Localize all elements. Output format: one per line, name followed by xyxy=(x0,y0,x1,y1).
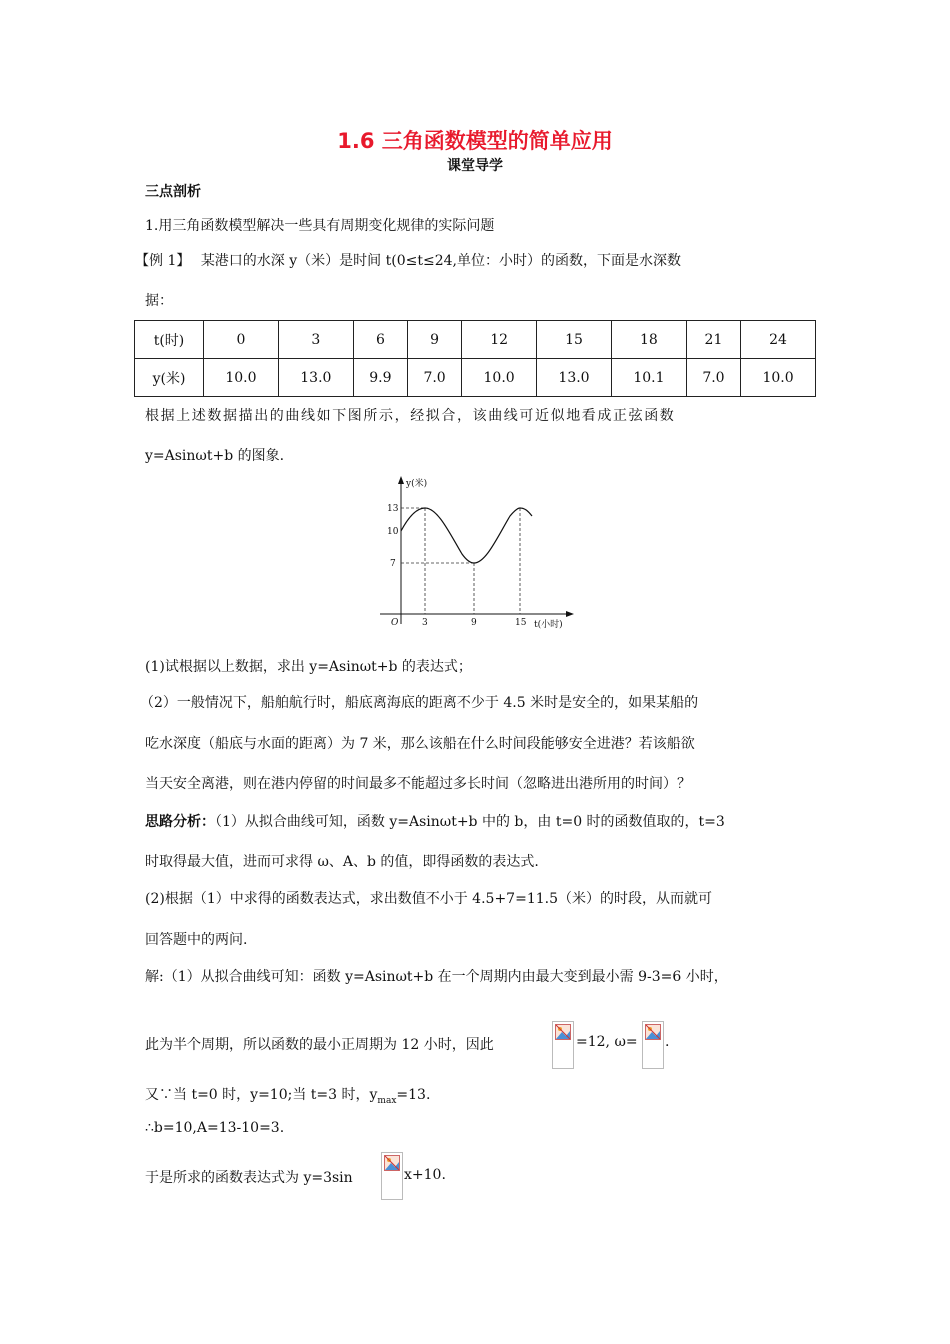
solution-line-3 xyxy=(145,1084,430,1106)
table-cell: 15 xyxy=(537,321,612,359)
table-cell: 10.0 xyxy=(462,359,537,397)
analysis-line-4: 回答题中的两问. xyxy=(145,932,248,948)
question-2-line-2: 吃水深度（船底与水面的距离）为 7 米，那么该船在什么时间段能够安全进港？若该船欲 xyxy=(145,736,695,752)
fit-description-line-1: 根据上述数据描出的曲线如下图所示，经拟合，该曲线可近似地看成正弦函数 xyxy=(145,408,676,424)
x-tick-label: 15 xyxy=(515,618,527,628)
fit-description-line-2: y=Asinωt+b 的图象. xyxy=(145,448,285,464)
solution-line-2-end: . xyxy=(665,1034,670,1050)
sine-curve xyxy=(401,508,532,563)
broken-image-icon xyxy=(384,1155,400,1171)
table-cell: 7.0 xyxy=(686,359,740,397)
table-cell: 3 xyxy=(278,321,353,359)
table-cell: 12 xyxy=(462,321,537,359)
solution-line-2-mid: =12, ω= xyxy=(576,1034,638,1050)
question-2-line-3: 当天安全离港，则在港内停留的时间最多不能超过多长时间（忽略进出港所用的时间）？ xyxy=(145,776,691,792)
example-text: 某港口的水深 y（米）是时间 t(0≤t≤24,单位：小时）的函数，下面是水深数 xyxy=(200,253,681,269)
broken-image-icon xyxy=(645,1024,661,1040)
analysis-label: 思路分析： xyxy=(145,814,215,830)
x-tick-label: 3 xyxy=(422,618,428,628)
solution-line-3-end: =13. xyxy=(396,1087,431,1103)
table-cell: 9.9 xyxy=(353,359,407,397)
table-cell: 10.1 xyxy=(611,359,686,397)
table-cell: 21 xyxy=(686,321,740,359)
table-cell: 6 xyxy=(353,321,407,359)
analysis-line-1 xyxy=(145,811,725,831)
table-cell: 10.0 xyxy=(204,359,279,397)
solution-line-3-text: 又∵当 t=0 时，y=10;当 t=3 时，y xyxy=(145,1087,378,1103)
y-tick-label: 10 xyxy=(387,527,399,537)
table-cell: 10.0 xyxy=(741,359,816,397)
solution-line-5: 于是所求的函数表达式为 y=3sin xyxy=(145,1170,353,1186)
formula-image xyxy=(642,1021,664,1069)
depth-data-table xyxy=(134,320,816,397)
analysis-line-2: 时取得最大值，进而可求得 ω、A、b 的值，即得函数的表达式. xyxy=(145,854,539,870)
table-cell: 13.0 xyxy=(537,359,612,397)
x-axis-label: t(小时) xyxy=(534,620,563,630)
analysis-text: （1）从拟合曲线可知，函数 y=Asinωt+b 中的 b，由 t=0 时的函数值取的，t=3 xyxy=(215,814,725,830)
x-tick-label: 9 xyxy=(471,618,477,628)
y-tick-label: 13 xyxy=(387,504,399,514)
y-axis-label: y(米) xyxy=(406,479,428,489)
y-max-subscript: max xyxy=(377,1095,397,1106)
table-cell: 0 xyxy=(204,321,279,359)
section-heading: 三点剖析 xyxy=(145,184,201,200)
formula-image xyxy=(552,1021,574,1069)
solution-line-5-end: x+10. xyxy=(404,1167,446,1183)
question-2-line-1: （2）一般情况下，船舶航行时，船底离海底的距离不少于 4.5 米时是安全的，如果某船的 xyxy=(140,695,699,711)
table-cell: 9 xyxy=(407,321,461,359)
table-row xyxy=(135,321,816,359)
solution-line-4: ∴b=10,A=13-10=3. xyxy=(145,1120,285,1136)
analysis-line-3: (2)根据（1）中求得的函数表达式，求出数值不小于 4.5+7=11.5（米）的时段，从而就可 xyxy=(145,891,712,907)
formula-image xyxy=(381,1152,403,1200)
solution-line-2-text: 此为半个周期，所以函数的最小正周期为 12 小时，因此 xyxy=(145,1037,494,1053)
example-label: 【例 1】 xyxy=(135,253,191,269)
y-tick-label: 7 xyxy=(390,559,396,569)
table-cell: 18 xyxy=(611,321,686,359)
sine-fit-graph xyxy=(370,474,580,632)
origin-label: O xyxy=(391,618,399,628)
table-cell: 24 xyxy=(741,321,816,359)
question-1: (1)试根据以上数据，求出 y=Asinωt+b 的表达式； xyxy=(145,659,472,675)
page-subtitle: 课堂导学 xyxy=(447,158,503,174)
solution-line-1: 解:（1）从拟合曲线可知：函数 y=Asinωt+b 在一个周期内由最大变到最小需 9-3=6 小时， xyxy=(145,969,728,985)
table-cell: y(米) xyxy=(135,359,204,397)
table-row xyxy=(135,359,816,397)
solution-line-2 xyxy=(145,1034,494,1054)
example-line-2: 据： xyxy=(145,293,173,309)
point-1: 1.用三角函数模型解决一些具有周期变化规律的实际问题 xyxy=(145,218,495,234)
table-cell: 7.0 xyxy=(407,359,461,397)
table-cell: 13.0 xyxy=(278,359,353,397)
page-title: 1.6 三角函数模型的简单应用 xyxy=(337,129,613,153)
table-cell: t(时) xyxy=(135,321,204,359)
example-line-1 xyxy=(135,250,681,270)
broken-image-icon xyxy=(555,1024,571,1040)
